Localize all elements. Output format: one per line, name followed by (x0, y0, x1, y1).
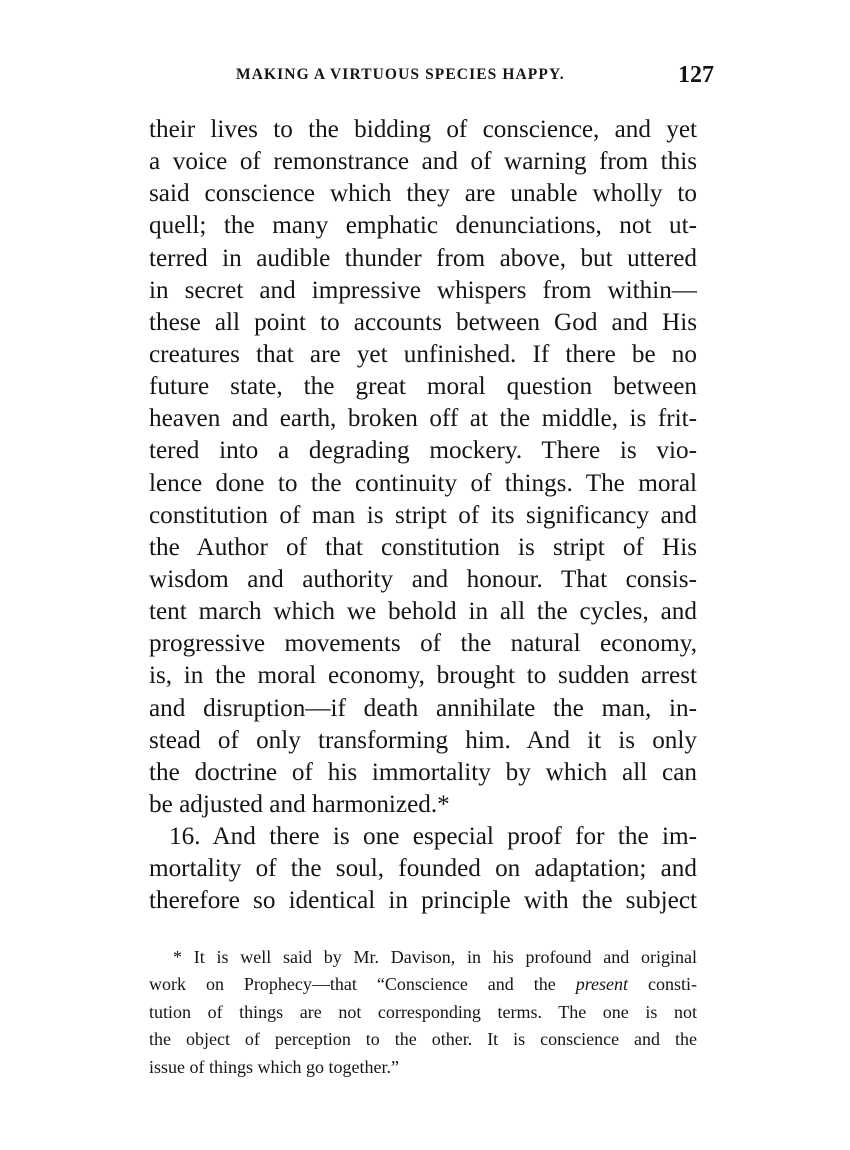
text-line: creatures that are yet unfinished. If there be no (149, 340, 697, 368)
footnote-line: the object of perception to the other. It is conscience and the (149, 1029, 697, 1050)
footnote-italic-word: present (575, 974, 629, 995)
running-title: MAKING A VIRTUOUS SPECIES HAPPY. (236, 66, 565, 83)
text-line: heaven and earth, broken off at the middle, is frit- (149, 405, 697, 433)
text-line: and disruption—if death annihilate the man, in- (149, 694, 697, 722)
text-line: terred in audible thunder from above, but uttered (149, 244, 697, 272)
text-line: stead of only transforming him. And it is only (149, 726, 697, 754)
footnote-line: * It is well said by Mr. Davison, in his profound and original (173, 947, 697, 967)
footnote-line: tution of things are not corresponding terms. The one is not (149, 1001, 697, 1022)
footnote-text: consti- (628, 974, 698, 995)
text-line: progressive movements of the natural economy, (149, 630, 697, 658)
text-line: mortality of the soul, founded on adaptation; and (149, 855, 697, 883)
text-line: their lives to the bidding of conscience, and yet (149, 116, 697, 143)
text-line: said conscience which they are unable wholly to (149, 180, 697, 208)
text-line-paragraph-end: be adjusted and harmonized.* (149, 790, 450, 818)
footnote-text: work on Prophecy—that “Conscience and the (149, 974, 576, 995)
text-line: wisdom and authority and honour. That consis- (149, 565, 697, 593)
section-16-first-line: 16. And there is one especial proof for the im- (169, 823, 697, 851)
text-line: in secret and impressive whispers from within— (149, 276, 697, 304)
text-line: future state, the great moral question between (149, 373, 697, 401)
page-number: 127 (678, 62, 714, 88)
text-line: these all point to accounts between God and His (149, 308, 697, 336)
text-line: constitution of man is stript of its significancy and (149, 501, 697, 529)
text-line: therefore so identical in principle with the subject (149, 887, 697, 915)
text-line: is, in the moral economy, brought to sudden arrest (149, 662, 697, 690)
text-line: tent march which we behold in all the cycles, and (149, 598, 697, 626)
footnote-line (149, 971, 697, 998)
footnote (149, 944, 697, 1081)
text-line: quell; the many emphatic denunciations, not ut- (149, 212, 697, 240)
text-line: lence done to the continuity of things. The moral (149, 469, 697, 497)
text-line: the doctrine of his immortality by which all can (149, 758, 697, 786)
footnote-line: issue of things which go together.” (149, 1056, 399, 1077)
text-line: the Author of that constitution is stript of His (149, 533, 697, 561)
body-text (149, 114, 697, 918)
text-line: a voice of remonstrance and of warning from this (149, 148, 697, 176)
running-head (236, 62, 714, 92)
text-line: tered into a degrading mockery. There is vio- (149, 437, 697, 465)
